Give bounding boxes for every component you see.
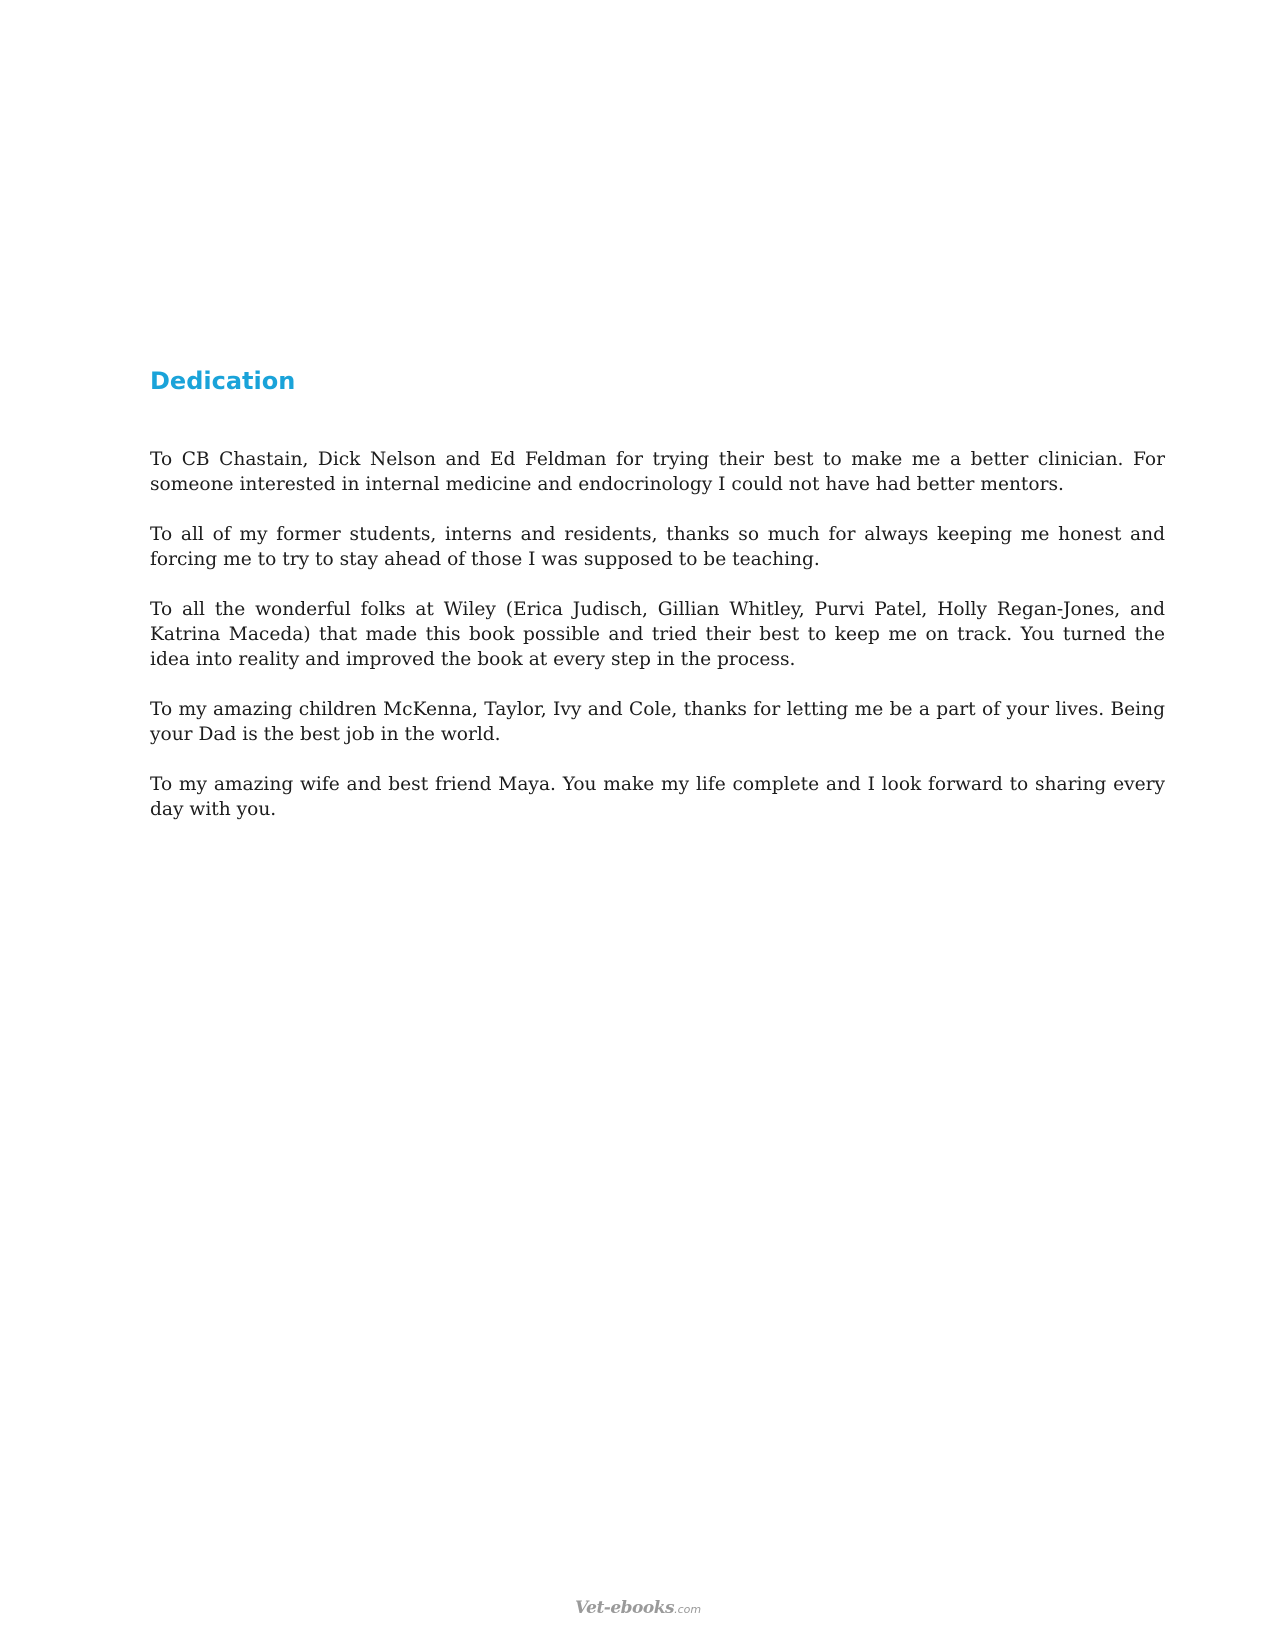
watermark-text: Vet-ebooks (575, 1598, 675, 1618)
dedication-paragraph: To my amazing wife and best friend Maya. You make my life complete and I look forward to sharing every day with you. (150, 774, 1165, 820)
dedication-paragraph: To all the wonderful folks at Wiley (Erica Judisch, Gillian Whitley, Purvi Patel, Holly Regan-Jones, and Katrina Maceda) that made this book possible and tried their best to keep me on track. You turned the idea into reality and improved the book at every step in the process. (150, 599, 1165, 670)
dedication-paragraph: To all of my former students, interns and residents, thanks so much for always keeping me honest and forcing me to try to stay ahead of those I was supposed to be teaching. (150, 524, 1165, 570)
dedication-body (150, 447, 1165, 847)
dedication-paragraph: To CB Chastain, Dick Nelson and Ed Feldman for trying their best to make me a better clinician. For someone interested in internal medicine and endocrinology I could not have had better mentors. (150, 449, 1165, 495)
page-title: Dedication (150, 367, 296, 395)
watermark-logo (575, 1598, 705, 1624)
watermark-suffix: .com (674, 1603, 702, 1616)
dedication-paragraph: To my amazing children McKenna, Taylor, Ivy and Cole, thanks for letting me be a part of your lives. Being your Dad is the best job in the world. (150, 699, 1165, 745)
